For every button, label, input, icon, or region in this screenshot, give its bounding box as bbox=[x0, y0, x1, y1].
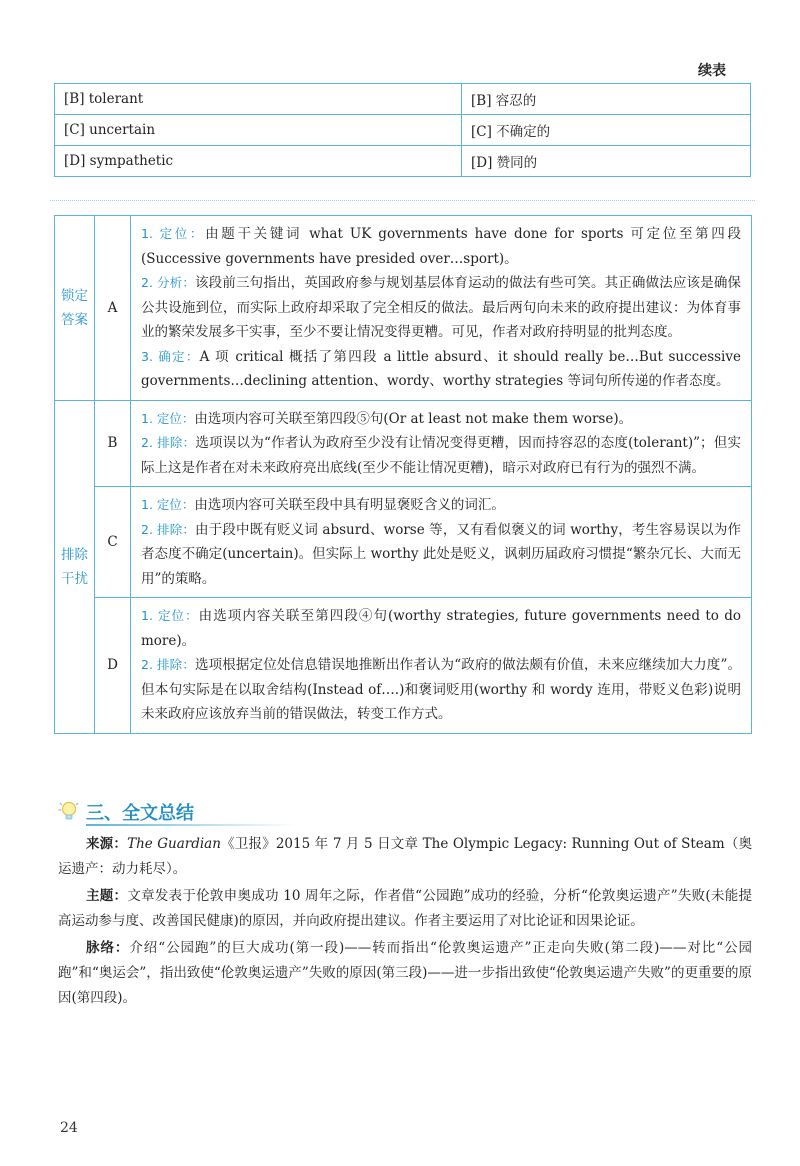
option-letter: D bbox=[95, 598, 131, 734]
analysis-item bbox=[141, 604, 741, 653]
summary-theme bbox=[58, 884, 752, 934]
option-en: [D] sympathetic bbox=[55, 146, 462, 177]
analysis-item bbox=[141, 518, 741, 592]
item-text: 选项误以为“作者认为政府至少没有让情况变得更糟，因而持容忍的态度(tolerant)”；但实际上这是作者在对未来政府亮出底线(至少不能让情况更糟)，暗示对政府已有行为的强烈不满。 bbox=[141, 435, 741, 476]
dotted-divider bbox=[50, 200, 755, 201]
item-text: 由选项内容可关联至第四段⑤句(Or at least not make them worse)。 bbox=[194, 410, 633, 427]
lightbulb-icon bbox=[58, 800, 80, 828]
continued-label: 续表 bbox=[698, 63, 726, 79]
summary-structure bbox=[58, 936, 752, 1011]
summary-text: 《卫报》2015 年 7 月 5 日文章 The Olympic Legacy: Running Out of Steam（奥运遗产：动力耗尽）。 bbox=[58, 836, 752, 877]
option-en: [B] tolerant bbox=[55, 84, 462, 115]
options-table bbox=[54, 83, 751, 177]
item-label: 2. 排除： bbox=[141, 521, 196, 537]
analysis-item bbox=[141, 222, 741, 271]
option-letter: B bbox=[95, 400, 131, 487]
analysis-item bbox=[141, 431, 741, 480]
option-zh: [C] 不确定的 bbox=[462, 115, 751, 146]
item-label: 1. 定位： bbox=[141, 497, 195, 512]
table-row bbox=[55, 487, 752, 598]
item-label: 1. 定位： bbox=[141, 226, 206, 241]
summary-label: 主题： bbox=[86, 888, 128, 904]
table-row bbox=[55, 115, 751, 146]
category-lock-answer bbox=[55, 216, 95, 401]
category-label: 锁定答案 bbox=[61, 287, 88, 328]
item-text: 由题干关键词 what UK governments have done for sports 可定位至第四段(Successive governments have presided over…sport)。 bbox=[141, 226, 741, 267]
summary-text: 介绍“公园跑”的巨大成功(第一段)——转而指出“伦敦奥运遗产”正走向失败(第二段)——对比“公园跑”和“奥运会”，指出致使“伦敦奥运遗产”失败的原因(第三段)——进一步指出致使“伦敦奥运遗产失败”的更重要的原因(第四段)。 bbox=[58, 940, 753, 1006]
analysis-item bbox=[141, 653, 741, 727]
table-row bbox=[55, 216, 752, 401]
item-label: 2. 排除： bbox=[141, 657, 195, 672]
analysis-item bbox=[141, 407, 741, 432]
title-underline bbox=[86, 824, 296, 826]
item-label: 3. 确定： bbox=[141, 348, 200, 364]
category-label: 排除干扰 bbox=[61, 546, 88, 587]
source-title: The Guardian bbox=[127, 836, 221, 852]
item-text: 选项根据定位处信息错误地推断出作者认为“政府的做法颇有价值，未来应继续加大力度”。但本句实际是在以取舍结构(Instead of….)和褒词贬用(worthy 和 wordy 连用，带贬义色彩)说明未来政府应该放弃当前的错误做法，转变工作方式。 bbox=[141, 657, 741, 722]
table-row bbox=[55, 146, 751, 177]
summary-block bbox=[58, 832, 752, 1013]
summary-label: 脉络： bbox=[86, 940, 130, 956]
item-text: 由选项内容关联至第四段④句(worthy strategies, future governments need to do more)。 bbox=[141, 608, 741, 649]
option-zh: [B] 容忍的 bbox=[462, 84, 751, 115]
item-text: 该段前三句指出，英国政府参与规划基层体育运动的做法有些可笑。其正确做法应该是确保公共设施到位，而实际上政府却采取了完全相反的做法。最后两句向未来的政府提出建议：为体育事业的繁荣发展多干实事，至少不要让情况变得更糟。可见，作者对政府持明显的批判态度。 bbox=[141, 275, 741, 340]
table-row bbox=[55, 400, 752, 487]
page-number: 24 bbox=[60, 1120, 78, 1136]
item-label: 1. 定位： bbox=[141, 608, 199, 623]
analysis-item bbox=[141, 271, 741, 345]
summary-label: 来源： bbox=[86, 836, 128, 852]
section-heading bbox=[58, 797, 752, 827]
item-text: A 项 critical 概括了第四段 a little absurd、it should really be…But successive governments…declining attention、wordy、worthy strategies 等词句所传递的作者态度。 bbox=[141, 348, 741, 389]
analysis-cell bbox=[131, 400, 752, 487]
summary-text: 文章发表于伦敦申奥成功 10 周年之际，作者借“公园跑”成功的经验，分析“伦敦奥运遗产”失败(未能提高运动参与度、改善国民健康)的原因，并向政府提出建议。作者主要运用了对比论证和因果论证。 bbox=[58, 888, 753, 929]
table-row bbox=[55, 598, 752, 734]
summary-source bbox=[58, 832, 752, 882]
option-letter: C bbox=[95, 487, 131, 598]
table-row bbox=[55, 84, 751, 115]
analysis-cell bbox=[131, 487, 752, 598]
item-text: 由选项内容可关联至段中具有明显褒贬含义的词汇。 bbox=[194, 497, 505, 513]
option-letter: A bbox=[95, 216, 131, 401]
option-en: [C] uncertain bbox=[55, 115, 462, 146]
analysis-item bbox=[141, 345, 741, 394]
analysis-item bbox=[141, 493, 741, 518]
analysis-cell bbox=[131, 598, 752, 734]
item-label: 2. 分析： bbox=[141, 275, 196, 290]
section-title: 三、全文总结 bbox=[86, 803, 194, 824]
item-text: 由于段中既有贬义词 absurd、worse 等，又有看似褒义的词 worthy，考生容易误以为作者态度不确定(uncertain)。但实际上 worthy 此处是贬义，讽刺历届政府习惯提“繁杂冗长、大而无用”的策略。 bbox=[141, 521, 742, 587]
item-label: 1. 定位： bbox=[141, 410, 195, 426]
category-eliminate bbox=[55, 400, 95, 733]
item-label: 2. 排除： bbox=[141, 435, 196, 450]
analysis-table bbox=[54, 215, 752, 734]
analysis-cell bbox=[131, 216, 752, 401]
option-zh: [D] 赞同的 bbox=[462, 146, 751, 177]
